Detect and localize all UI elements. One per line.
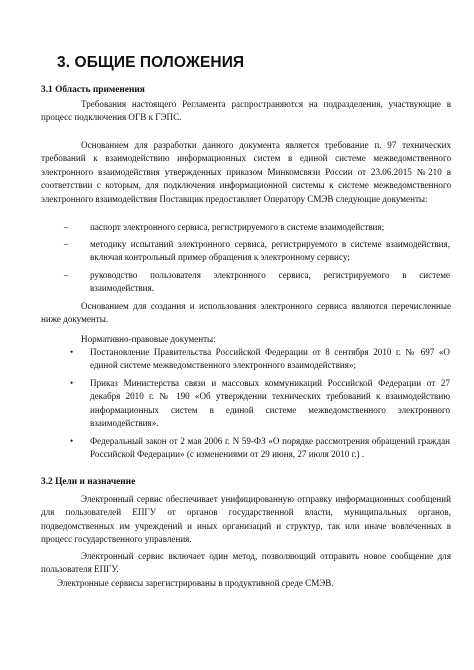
bullet-marker: •: [70, 378, 74, 388]
paragraph-goals-3: Электронные сервисы зарегистрированы в продуктивной среде СМЭВ.: [57, 578, 334, 588]
paragraph-scope-2: Основанием для разработки данного документа является требование п. 97 технических требований к взаимодействию информационных систем в единой системе межведомственного электронного взаимодействия утвержденных приказом Минкомсвязи России от 23.06.2015 №210 в соответствии с которым, для подключения информационной системы к системе межведомственного электронного взаимодействия Поставщик предоставляет Оператору СМЭВ следующие документы:: [41, 140, 451, 204]
paragraph-goals-2: Электронный сервис включает один метод, позволяющий отправить новое сообщение для пользователя ЕПГУ.: [41, 551, 451, 575]
legal-item-decree-697: Постановление Правительства Российской Федерации от 8 сентября 2010 г. № 697 «О единой системе межведомственного электронного взаимодействия»;: [90, 347, 450, 371]
list-item-passport: паспорт электронного сервиса, регистрируемого в системе взаимодействия;: [90, 222, 385, 232]
dash-marker: –: [64, 270, 69, 280]
dash-marker: –: [64, 239, 69, 249]
section-title: 3. ОБЩИЕ ПОЛОЖЕНИЯ: [57, 54, 245, 71]
paragraph-legal-docs: Нормативно-правовые документы:: [81, 334, 216, 344]
list-item-manual: руководство пользователя электронного сервиса, регистрируемого в системе взаимодействия.: [90, 270, 450, 294]
bullet-marker: •: [70, 347, 74, 357]
list-item-methodology: методику испытаний электронного сервиса, регистрируемого в системе взаимодействия, включая контрольный пример обращения к электронному сервису;: [90, 239, 450, 263]
legal-item-law-59: Федеральный закон от 2 мая 2006 г. N 59-ФЗ «О порядке рассмотрения обращений граждан Российской Федерации» (с изменениями от 29 июня, 27 июля 2010 г.) .: [90, 436, 450, 460]
subsection-heading-scope: 3.1 Область применения: [41, 85, 145, 95]
bullet-marker: •: [70, 436, 74, 446]
paragraph-scope-3: Основанием для создания и использования электронного сервиса являются перечисленные ниже документы.: [41, 301, 451, 325]
paragraph-goals-1: Электронный сервис обеспечивает унифицированную отправку информационных сообщений для пользователей ЕПГУ от органов государственной власти, муниципальных органов, подведомственных им учреждений и иных организаций и структур, так или иначе вовлеченных в процесс государственного управления.: [41, 494, 451, 545]
paragraph-scope-1: Требования настоящего Регламента распространяются на подразделения, участвующие в процесс подключения ОГВ к ГЭПС.: [41, 99, 451, 123]
dash-marker: –: [64, 222, 69, 232]
legal-item-order-190: Приказ Министерства связи и массовых коммуникаций Российской Федерации от 27 декабря 2010 г. № 190 «Об утверждении технических требований к взаимодействию информационных систем в единой системе межведомственного электронного взаимодействия».: [90, 378, 450, 429]
subsection-heading-goals: 3.2 Цели и назначение: [41, 477, 136, 487]
